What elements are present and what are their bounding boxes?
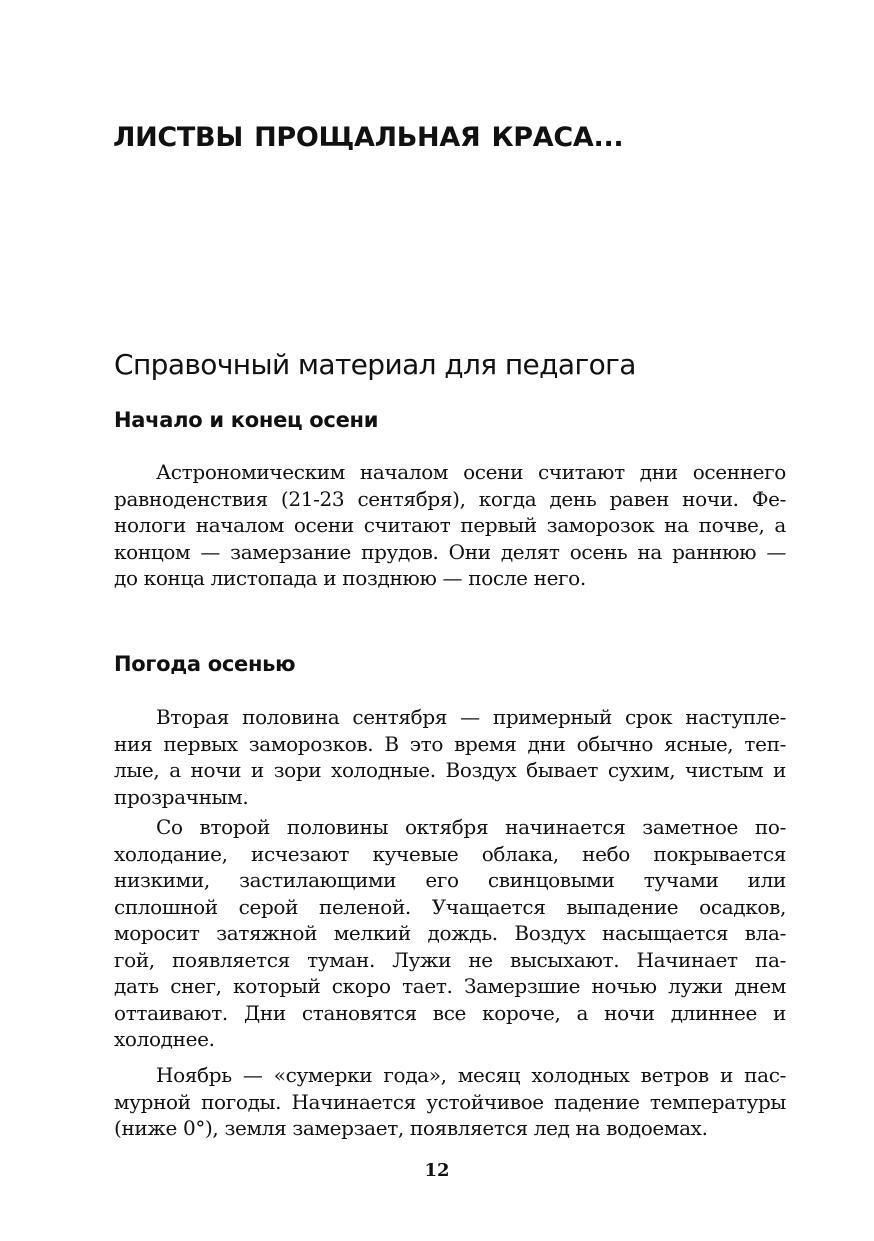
text-line: Со второй половины октября начинается заметное по- — [156, 815, 786, 839]
text-line: холоднее. — [114, 1027, 215, 1051]
text-line: мурной погоды. Начинается устойчивое падение температуры — [114, 1089, 786, 1114]
text-line: низкими, застилающими его свинцовыми тучами или — [114, 868, 786, 892]
paragraph-september-weather — [114, 704, 786, 810]
text-line: дать снег, который скоро тает. Замерзшие ночью лужи днем — [114, 974, 786, 998]
text-line: концом — замерзание прудов. Они делят осень на раннюю — — [114, 539, 786, 564]
paragraph-october-weather — [114, 814, 786, 1053]
text-line: сплошной серой пеленой. Учащается выпадение осадков, — [114, 894, 786, 919]
text-line: Астрономическим началом осени считают дни осеннего — [156, 460, 786, 484]
text-line: (ниже 0°), земля замерзает, появляется лед на водоемах. — [114, 1116, 708, 1140]
chapter-title: ЛИСТВЫ ПРОЩАЛЬНАЯ КРАСА... — [113, 122, 624, 153]
paragraph-november-weather — [114, 1062, 786, 1142]
text-line: оттаивают. Дни становятся все короче, а ночи длиннее и — [114, 1000, 786, 1025]
text-line: прозрачным. — [114, 784, 249, 809]
text-line: гой, появляется туман. Лужи не высыхают. Начинает па- — [114, 947, 786, 972]
text-line: ния первых заморозков. В это время дни обычно ясные, теп- — [114, 731, 786, 756]
text-line: Ноябрь — «сумерки года», месяц холодных ветров и пас- — [156, 1063, 786, 1087]
paragraph-autumn-start-end — [114, 459, 786, 592]
text-line: лые, а ночи и зори холодные. Воздух бывает сухим, чистым и — [114, 758, 786, 782]
text-line: холодание, исчезают кучевые облака, небо покрывается — [114, 841, 786, 866]
text-line: до конца листопада и позднюю — после него. — [114, 566, 586, 590]
text-line: равноденствия (21-23 сентября), когда день равен ночи. Фе- — [114, 486, 786, 511]
subsection-heading-autumn-weather: Погода осенью — [114, 652, 296, 676]
section-title: Справочный материал для педагога — [114, 348, 636, 381]
page-number: 12 — [424, 1160, 450, 1181]
subsection-heading-autumn-start-end: Начало и конец осени — [114, 408, 379, 432]
text-line: Вторая половина сентября — примерный срок наступле- — [156, 705, 786, 729]
text-line: нологи началом осени считают первый заморозок на почве, а — [114, 513, 786, 537]
text-line: моросит затяжной мелкий дождь. Воздух насыщается вла- — [114, 921, 786, 945]
